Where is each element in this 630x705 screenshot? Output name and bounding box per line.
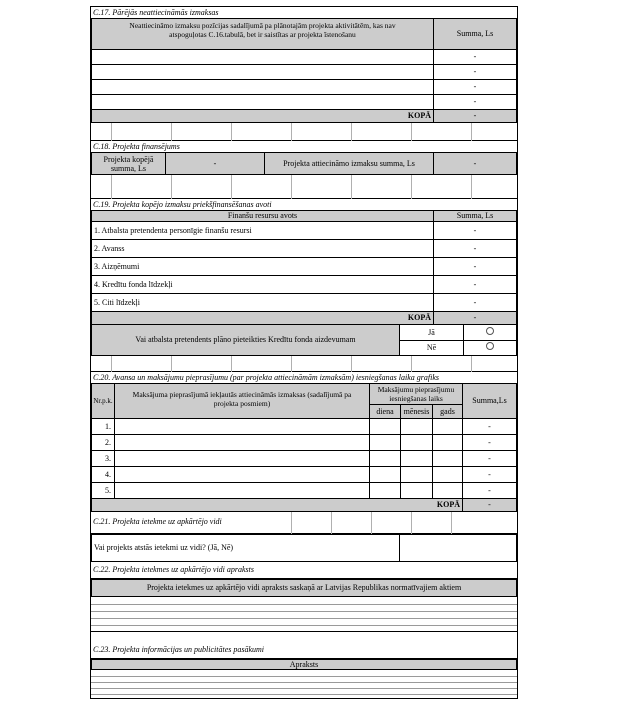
c17-row-input[interactable] [91,79,434,95]
text-line [91,618,517,619]
spacer-row [91,123,517,141]
c20-total-value: - [462,498,517,512]
c20-header-deadline: Maksājumu pieprasījumu iesniegšanas laiks [369,383,463,405]
c20-row-year[interactable] [432,482,463,499]
c22-title: C.22. Projekta ietekmes uz apkārtējo vidi apraksts [93,565,255,574]
c20-row-day[interactable] [369,418,401,435]
c20-row-desc[interactable] [114,418,370,435]
grid-sep [471,356,472,372]
text-line [91,611,517,612]
grid-sep [171,175,172,199]
c19-source-value[interactable]: - [433,221,517,240]
c17-header-sum: Summa, Ls [433,18,517,50]
c21-answer-input[interactable] [399,534,517,562]
c20-header-nr: Nr.p.k. [91,383,115,419]
spacer-row [91,175,517,199]
grid-sep [111,356,112,372]
c20-row-desc[interactable] [114,450,370,467]
c20-row-month[interactable] [400,434,433,451]
c20-row-sum[interactable]: - [462,466,517,483]
c17-row-sum[interactable]: - [433,94,517,110]
c20-row-month[interactable] [400,450,433,467]
c17-total-value: - [433,109,517,123]
c20-row-nr: 1. [91,418,115,435]
c19-source-label: 5. Citi līdzekļi [91,293,434,312]
c20-title: C.20. Avansa un maksājumu pieprasījumu (par projekta attiecināmām izmaksām) iesniegšanas laika grafiks [93,373,439,382]
c19-yes-radio[interactable] [463,324,517,341]
c21-title: C.21. Projekta ietekme uz apkārtējo vidi [93,517,222,526]
c20-header-month: mēnesis [400,404,433,419]
c20-row-sum[interactable]: - [462,434,517,451]
spacer-row [91,356,517,372]
form-page [90,6,518,699]
text-line [91,604,517,605]
radio-icon[interactable] [486,342,494,350]
c20-row-desc[interactable] [114,466,370,483]
grid-sep [451,512,452,534]
c17-header-description: Neattiecināmo izmaksu pozīcijas sadalījumā pa plānotajām projekta aktivitātēm, kas nav atspoguļotas C.16.tabulā, bet ir saistītas ar projekta īstenošanu [91,18,434,50]
grid-sep [291,175,292,199]
c18-eligible-value[interactable]: - [433,152,517,175]
c20-row-sum[interactable]: - [462,482,517,499]
text-line [91,694,517,695]
c19-yes-label: Jā [399,324,464,341]
c20-row-year[interactable] [432,466,463,483]
c20-row-sum[interactable]: - [462,450,517,467]
c19-no-radio[interactable] [463,340,517,356]
c17-row-sum[interactable]: - [433,64,517,80]
c21-question: Vai projekts atstās ietekmi uz vidi? (Jā, Nē) [91,534,400,562]
grid-sep [411,356,412,372]
c20-row-month[interactable] [400,418,433,435]
grid-sep [291,356,292,372]
grid-sep [171,356,172,372]
grid-sep [471,123,472,141]
c17-row-input[interactable] [91,64,434,80]
grid-sep [351,356,352,372]
grid-sep [331,512,332,534]
c18-total-value[interactable]: - [165,152,265,175]
grid-sep [351,175,352,199]
c18-total-label: Projekta kopējā summa, Ls [91,152,166,175]
c19-source-label: 3. Aizņēmumi [91,257,434,276]
c19-source-label: 2. Avanss [91,239,434,258]
c19-source-value[interactable]: - [433,293,517,312]
grid-sep [231,123,232,141]
grid-sep [111,175,112,199]
c17-row-sum[interactable]: - [433,49,517,65]
grid-sep [411,123,412,141]
c17-row-sum[interactable]: - [433,79,517,95]
c18-eligible-label: Projekta attiecināmo izmaksu summa, Ls [264,152,434,175]
radio-icon[interactable] [486,327,494,335]
c20-row-month[interactable] [400,482,433,499]
c20-row-day[interactable] [369,434,401,451]
c22-header: Projekta ietekmes uz apkārtējo vidi apraksts saskaņā ar Latvijas Republikas normatīvajiem aktiem [91,579,517,597]
c20-row-sum[interactable]: - [462,418,517,435]
c20-row-day[interactable] [369,482,401,499]
c19-header-source: Finanšu resursu avots [91,210,434,222]
c20-header-year: gads [432,404,463,419]
grid-sep [171,123,172,141]
c20-total-label: KOPĀ [91,498,463,512]
c20-row-desc[interactable] [114,434,370,451]
c23-title: C.23. Projekta informācijas un publicitātes pasākumi [93,645,265,654]
c19-source-label: 4. Kredītu fonda līdzekļi [91,275,434,294]
text-line [91,676,517,677]
c19-header-sum: Summa, Ls [433,210,517,222]
grid-sep [411,512,412,534]
grid-sep [231,175,232,199]
grid-sep [231,356,232,372]
c23-header: Apraksts [91,659,517,670]
c20-row-year[interactable] [432,434,463,451]
grid-sep [471,175,472,199]
grid-sep [111,123,112,141]
c20-row-desc[interactable] [114,482,370,499]
c20-header-desc: Maksājuma pieprasījumā iekļautās attiecināmās izmaksas (sadalījumā pa projekta posmiem) [114,383,370,419]
c19-credit-question: Vai atbalsta pretendents plāno pieteikties Kredītu fonda aizdevumam [91,324,400,356]
c20-row-day[interactable] [369,450,401,467]
c20-header-day: diena [369,404,401,419]
c20-row-nr: 5. [91,482,115,499]
text-line [91,625,517,626]
c20-row-year[interactable] [432,450,463,467]
grid-sep [351,123,352,141]
c19-total-value: - [433,311,517,325]
c17-row-input[interactable] [91,94,434,110]
divider [91,6,517,7]
grid-sep [291,512,292,534]
c20-row-nr: 3. [91,450,115,467]
c19-source-value[interactable]: - [433,275,517,294]
grid-sep [411,175,412,199]
c20-row-nr: 4. [91,466,115,483]
grid-sep [371,512,372,534]
grid-sep [291,123,292,141]
c19-title: C.19. Projekta kopējo izmaksu priekšfinansēšanas avoti [93,200,272,209]
c19-source-value[interactable]: - [433,257,517,276]
c20-header-sum: Summa,Ls [462,383,517,419]
c20-row-month[interactable] [400,466,433,483]
c19-no-label: Nē [399,340,464,356]
c17-row-input[interactable] [91,49,434,65]
text-line [91,682,517,683]
c20-row-nr: 2. [91,434,115,451]
c22-description-area[interactable] [91,597,517,631]
c17-total-label: KOPĀ [91,109,434,123]
c18-title: C.18. Projekta finansējums [93,142,180,151]
c19-total-label: KOPĀ [91,311,434,325]
text-line [91,688,517,689]
c19-source-value[interactable]: - [433,239,517,258]
c17-title: C.17. Pārējās neattiecināmās izmaksas [93,8,219,17]
c20-row-year[interactable] [432,418,463,435]
c20-row-day[interactable] [369,466,401,483]
c19-source-label: 1. Atbalsta pretendenta personīgie finanšu resursi [91,221,434,240]
c23-description-area[interactable] [91,670,517,698]
